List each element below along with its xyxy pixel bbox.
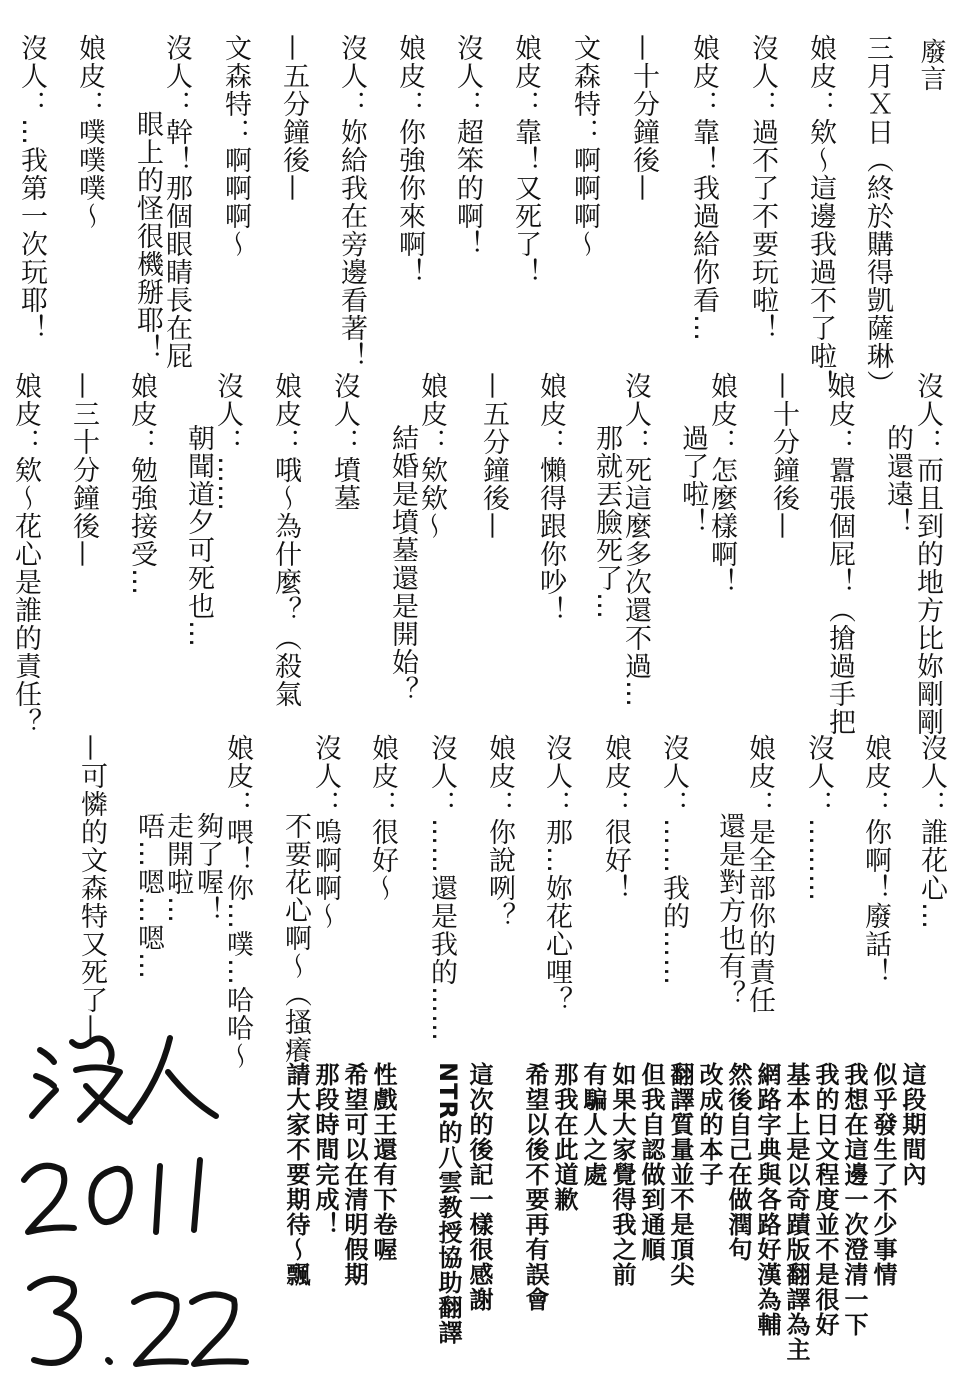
dialogue-line: 娘皮：靠！又死了！ bbox=[510, 34, 541, 286]
dialogue-line: —三十分鐘後— bbox=[68, 372, 99, 568]
dialogue-line: —五分鐘後— bbox=[478, 372, 509, 540]
dialogue-line: 朝聞道夕可死也… bbox=[183, 424, 214, 648]
dialogue-line: 娘皮：很好〜 bbox=[367, 734, 398, 902]
note-line: 翻譯質量並不是頂尖 bbox=[666, 1062, 694, 1287]
dialogue-line: 沒人：嗚啊啊〜 bbox=[310, 734, 341, 930]
dialogue-line: 娘皮：你啊！廢話！ bbox=[860, 734, 891, 986]
note-line: 這段期間內 bbox=[898, 1062, 926, 1187]
note-line: 這次的後記一樣很感謝 bbox=[465, 1062, 493, 1312]
note-line: 如果大家覺得我之前 bbox=[608, 1062, 636, 1287]
dialogue-line: 娘皮：喂！你…噗…哈哈〜 bbox=[222, 734, 253, 1070]
dialogue-line: 娘皮：囂張個屁！（搶過手把 bbox=[824, 372, 855, 736]
dialogue-line: 沒人：幹！那個眼睛長在屁 bbox=[161, 34, 192, 370]
dialogue-line: 娘皮：你強你來啊！ bbox=[394, 34, 425, 286]
dialogue-line: 文森特：啊啊啊〜 bbox=[220, 34, 251, 258]
dialogue-line: 沒人：…我第一次玩耶！ bbox=[16, 34, 47, 342]
dialogue-line: —十分鐘後— bbox=[768, 372, 799, 540]
dialogue-line: 過了啦！ bbox=[677, 424, 708, 536]
dialogue-line: 沒人：而且到的地方比妳剛剛 bbox=[912, 372, 943, 736]
dialogue-line: 沒人：……還是我的…… bbox=[426, 734, 457, 1042]
note-line: 改成的本子 bbox=[695, 1062, 723, 1187]
dialogue-line: 那就丟臉死了… bbox=[591, 424, 622, 620]
dialogue-line: 沒人：超笨的啊！ bbox=[452, 34, 483, 258]
dialogue-line: 沒人：死這麼多次還不過… bbox=[620, 372, 651, 708]
note-line: NTR的八雲教授協助翻譯 bbox=[434, 1062, 462, 1345]
dialogue-line: 娘皮：勉強接受… bbox=[126, 372, 157, 596]
dialogue-line: 娘皮：很好！ bbox=[600, 734, 631, 902]
dialogue-line: 沒人：妳給我在旁邊看著！ bbox=[336, 34, 367, 370]
note-line: 似乎發生了不少事情 bbox=[869, 1062, 897, 1287]
dialogue-line: 娘皮：靠！我過給你看… bbox=[688, 34, 719, 342]
dialogue-line: 娘皮：欸〜這邊我過不了啦！ bbox=[805, 34, 836, 398]
dialogue-line: 沒人：……我的…… bbox=[658, 734, 689, 986]
note-line: 性戲王還有下卷喔 bbox=[369, 1062, 397, 1262]
note-line: 但我自認做到通順 bbox=[637, 1062, 665, 1262]
dialogue-line: 娘皮：怎麼樣啊！ bbox=[706, 372, 737, 596]
dialogue-line: 沒人：墳墓 bbox=[329, 372, 360, 512]
note-line: 那段時間完成！ bbox=[311, 1062, 339, 1237]
note-line: 那我在此道歉 bbox=[550, 1062, 578, 1212]
dialogue-line: 三月Ｘ日（終於購得凱薩琳） bbox=[862, 34, 893, 398]
dialogue-line: 沒人：……… bbox=[803, 734, 834, 902]
dialogue-line: 夠了喔！ bbox=[192, 812, 223, 924]
handwritten-signature bbox=[10, 1020, 260, 1390]
dialogue-line: 還是對方也有？ bbox=[714, 812, 745, 1008]
dialogue-line: —五分鐘後— bbox=[278, 34, 309, 202]
dialogue-line: 不要花心啊〜（搔癢 bbox=[280, 812, 311, 1064]
note-line: 我的日文程度並不是很好 bbox=[811, 1062, 839, 1337]
dialogue-line: 文森特：啊啊啊〜 bbox=[569, 34, 600, 258]
note-line: 有騙人之處 bbox=[579, 1062, 607, 1187]
note-line: 希望可以在清明假期 bbox=[340, 1062, 368, 1287]
dialogue-line: —十分鐘後— bbox=[628, 34, 659, 202]
dialogue-line: 沒人：…… bbox=[212, 372, 243, 512]
dialogue-line: 娘皮：噗噗噗〜 bbox=[74, 34, 105, 230]
dialogue-line: 走開啦… bbox=[162, 812, 193, 924]
dialogue-line: 沒人：過不了不要玩啦！ bbox=[747, 34, 778, 342]
dialogue-line: —可憐的文森特又死了— bbox=[76, 734, 107, 1042]
note-line: 基本上是以奇蹟版翻譯為主 bbox=[782, 1062, 810, 1362]
note-line: 然後自己在做潤句 bbox=[724, 1062, 752, 1262]
dialogue-line: 結婚是墳墓還是開始？ bbox=[387, 424, 418, 704]
dialogue-line: 娘皮：哦〜為什麼？（殺氣 bbox=[270, 372, 301, 708]
dialogue-line: 娘皮：你說咧？ bbox=[484, 734, 515, 930]
dialogue-line: 眼上的怪很機掰耶！ bbox=[132, 110, 163, 362]
page-title: 廢言 bbox=[916, 38, 946, 92]
dialogue-line: 沒人：那…妳花心哩？ bbox=[541, 734, 572, 1014]
note-line: 請大家不要期待〜飄 bbox=[282, 1062, 310, 1287]
dialogue-line: 唔…嗯…嗯… bbox=[133, 812, 164, 980]
note-line: 我想在這邊一次澄清一下 bbox=[840, 1062, 868, 1337]
note-line: 希望以後不要再有誤會 bbox=[521, 1062, 549, 1312]
dialogue-line: 娘皮：欸欸〜 bbox=[416, 372, 447, 540]
dialogue-line: 娘皮：懶得跟你吵！ bbox=[535, 372, 566, 624]
dialogue-line: 娘皮：是全部你的責任 bbox=[744, 734, 775, 1014]
dialogue-line: 的還遠！ bbox=[882, 424, 913, 536]
dialogue-line: 娘皮：欸〜花心是誰的責任？ bbox=[10, 372, 41, 736]
dialogue-line: 沒人：誰花心… bbox=[916, 734, 947, 930]
note-line: 網路字典與各路好漢為輔 bbox=[753, 1062, 781, 1337]
